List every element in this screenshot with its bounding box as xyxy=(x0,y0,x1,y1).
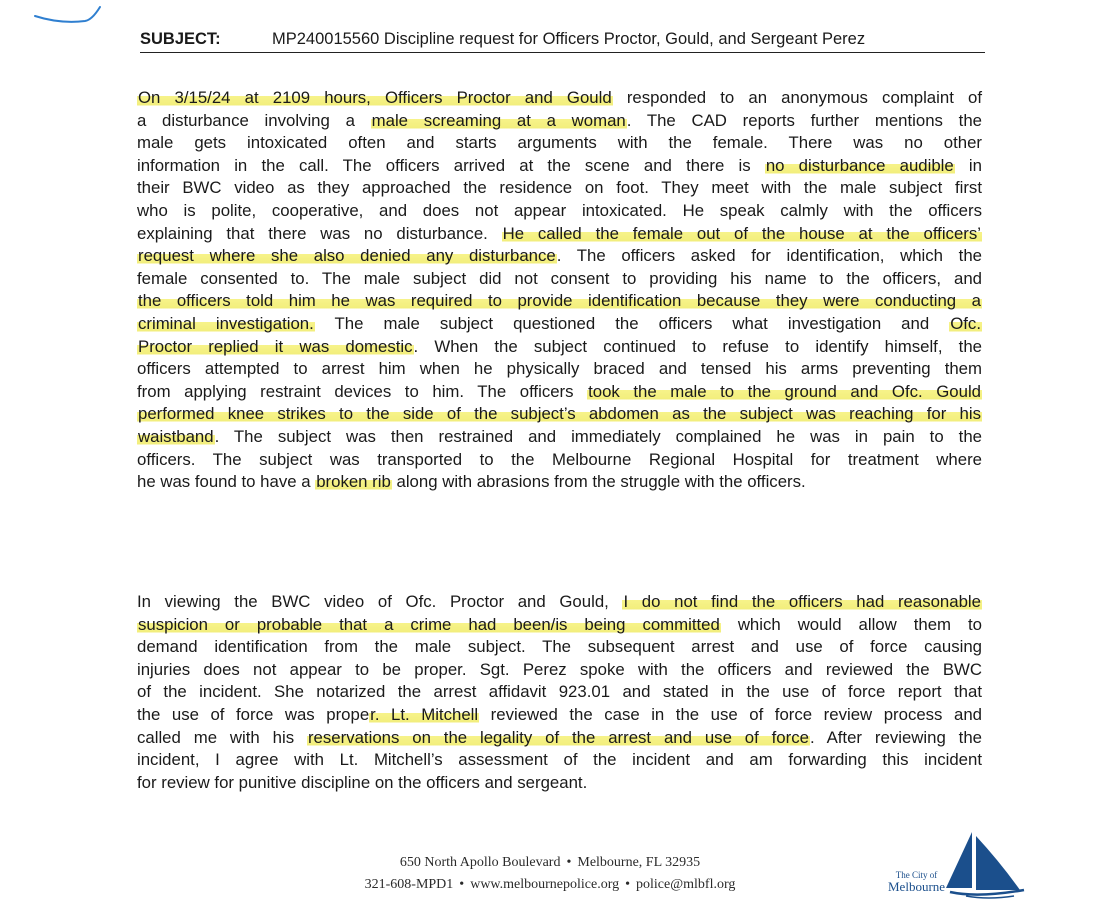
text-run: their BWC video as they approached the residence on foot. They meet with the male subject first xyxy=(137,178,982,198)
text-line xyxy=(137,177,982,200)
text-line xyxy=(137,223,982,246)
text-line xyxy=(137,749,982,772)
text-run: along with abrasions from the struggle with the officers. xyxy=(391,472,806,492)
text-line xyxy=(137,336,982,359)
footer-address-line xyxy=(300,852,800,874)
text-run: male gets intoxicated often and starts arguments with the female. There was no other xyxy=(137,133,982,153)
text-run: reviewed the case in the use of force review process and xyxy=(479,704,982,724)
text-line xyxy=(137,636,982,659)
text-run: demand identification from the male subject. The subsequent arrest and use of force causing xyxy=(137,637,982,657)
text-run: . After reviewing the xyxy=(809,727,982,747)
highlighted-text: criminal investigation. xyxy=(138,313,314,333)
pen-mark xyxy=(30,2,110,28)
highlighted-text: r. Lt. Mitchell xyxy=(370,704,479,724)
highlighted-text: He called the female out of the house at the officers’ xyxy=(502,223,981,243)
text-run: called me with his xyxy=(137,727,307,747)
text-line xyxy=(137,290,982,313)
highlighted-text: reservations on the legality of the arrest and use of force xyxy=(307,727,809,747)
text-line xyxy=(137,681,982,704)
subject-line xyxy=(140,30,985,53)
text-run: incident, I agree with Lt. Mitchell’s assessment of the incident and am forwarding this incident xyxy=(137,750,982,770)
highlighted-text: no disturbance audible xyxy=(765,155,954,175)
footer-separator: • xyxy=(459,877,465,892)
text-line xyxy=(137,132,982,155)
text-run: In viewing the BWC video of Ofc. Proctor and Gould, xyxy=(137,592,623,611)
text-run: officers attempted to arrest him when he physically braced and tensed his arms preventing them xyxy=(137,359,982,379)
text-run: of the incident. She notarized the arrest affidavit 923.01 and stated in the use of force report that xyxy=(137,682,982,702)
text-line xyxy=(137,87,982,110)
text-run: from applying restraint devices to him. The officers xyxy=(137,381,588,401)
text-run: officers. The subject was transported to the Melbourne Regional Hospital for treatment where xyxy=(137,449,982,469)
text-run: . The CAD reports further mentions the xyxy=(626,110,982,130)
highlighted-text: took the male to the ground and Ofc. Gould xyxy=(588,381,981,401)
text-line xyxy=(137,471,982,494)
footer-website: www.melbournepolice.org xyxy=(470,877,620,892)
text-line xyxy=(137,155,982,178)
footer-phone: 321-608-MPD1 xyxy=(364,877,454,892)
highlighted-text: On 3/15/24 at 2109 hours, Officers Proctor and Gould xyxy=(138,88,612,107)
text-run: explaining that there was no disturbance. xyxy=(137,223,502,243)
text-line xyxy=(137,200,982,223)
text-run: a disturbance involving a xyxy=(137,110,371,130)
text-line xyxy=(137,245,982,268)
text-run: female consented to. The male subject did not consent to providing his name to the officers, and xyxy=(137,268,982,288)
text-line xyxy=(137,313,982,336)
highlighted-text: broken rib xyxy=(316,472,391,492)
text-line xyxy=(137,381,982,404)
subject-text: MP240015560 Discipline request for Officers Proctor, Gould, and Sergeant Perez xyxy=(272,30,866,48)
paragraph-review-findings xyxy=(137,591,982,794)
footer-separator: • xyxy=(566,855,572,870)
text-run: . The subject was then restrained and immediately complained he was in pain to the xyxy=(214,426,982,446)
highlighted-text: male screaming at a woman xyxy=(371,110,626,130)
text-run: he was found to have a xyxy=(137,472,316,492)
highlighted-text: request where she also denied any disturbance xyxy=(138,246,556,266)
text-line xyxy=(137,449,982,472)
text-run: in xyxy=(954,155,982,175)
text-line xyxy=(137,426,982,449)
text-run: responded to an anonymous complaint of xyxy=(612,88,982,107)
highlighted-text: performed knee strikes to the side of the subject’s abdomen as the subject was reaching for his xyxy=(138,404,981,424)
letterhead-footer xyxy=(300,852,800,896)
text-run: . The officers asked for identification, which the xyxy=(556,246,983,266)
subject-label: SUBJECT: xyxy=(140,30,221,48)
text-line xyxy=(137,772,982,795)
text-line xyxy=(137,614,982,637)
text-run: for review for punitive discipline on the officers and sergeant. xyxy=(137,772,588,792)
highlighted-text: I do not find the officers had reasonable xyxy=(623,592,981,611)
highlighted-text: suspicion or probable that a crime had been/is being committed xyxy=(138,614,720,634)
footer-separator: • xyxy=(625,877,631,892)
text-run: information in the call. The officers arrived at the scene and there is xyxy=(137,155,765,175)
text-run: the use of force was prope xyxy=(137,704,370,724)
logo-small-text: The City of xyxy=(895,870,938,880)
paragraph-incident-summary xyxy=(137,87,982,494)
text-line xyxy=(137,727,982,750)
city-logo-text xyxy=(888,869,945,893)
footer-city: Melbourne, FL 32935 xyxy=(577,855,701,870)
footer-email: police@mlbfl.org xyxy=(636,877,736,892)
highlighted-text: waistband xyxy=(138,426,214,446)
text-line xyxy=(137,704,982,727)
text-run: . When the subject continued to refuse to identify himself, the xyxy=(413,336,982,356)
text-line xyxy=(137,110,982,133)
text-run: which would allow them to xyxy=(720,614,982,634)
footer-address: 650 North Apollo Boulevard xyxy=(399,855,561,870)
highlighted-text: Proctor replied it was domestic xyxy=(138,336,413,356)
text-run: injuries does not appear to be proper. Sgt. Perez spoke with the officers and reviewed the BWC xyxy=(137,659,982,679)
text-line xyxy=(137,403,982,426)
text-line xyxy=(137,591,982,614)
text-run: who is polite, cooperative, and does not appear intoxicated. He speak calmly with the officers xyxy=(137,200,982,220)
text-line xyxy=(137,268,982,291)
footer-contact-line xyxy=(300,874,800,896)
highlighted-text: the officers told him he was required to provide identification because they were conducting a xyxy=(138,291,981,311)
text-line xyxy=(137,358,982,381)
logo-big-text: Melbourne xyxy=(888,879,946,894)
text-run: The male subject questioned the officers what investigation and xyxy=(314,313,950,333)
text-line xyxy=(137,659,982,682)
highlighted-text: Ofc. xyxy=(950,313,981,333)
